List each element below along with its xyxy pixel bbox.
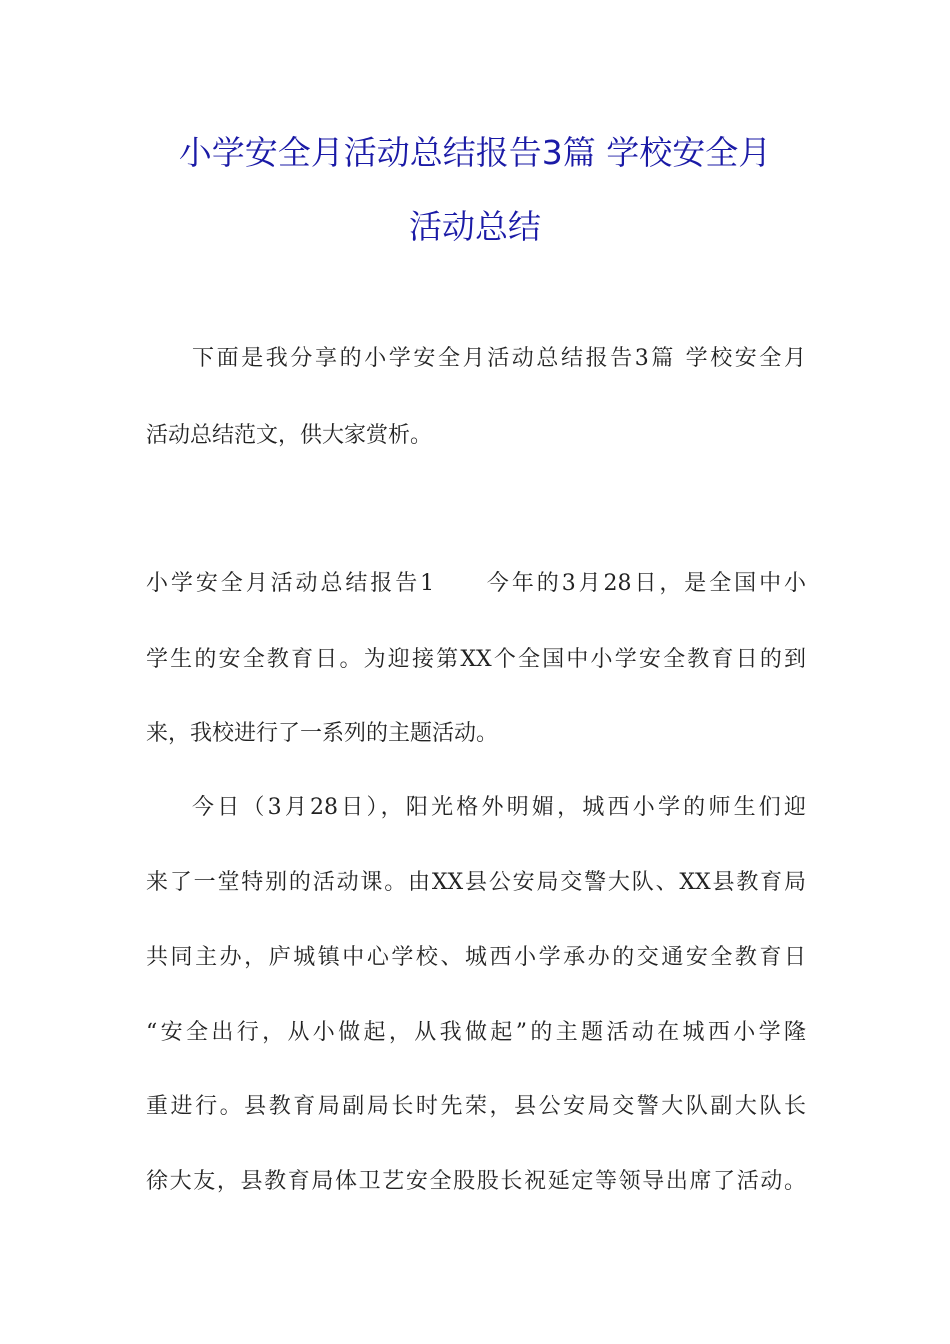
body-line-9: 徐大友，县教育局体卫艺安全股股长祝延定等领导出席了活动。 <box>146 1169 806 1194</box>
body-line-6: 共同主办，庐城镇中心学校、城西小学承办的交通安全教育日 <box>146 945 806 970</box>
body-line-2: 学生的安全教育日。为迎接第XX个全国中小学安全教育日的到 <box>146 647 806 672</box>
body-line-4: 今日（3月28日），阳光格外明媚，城西小学的师生们迎 <box>192 795 806 820</box>
body-line-8: 重进行。县教育局副局长时先荣，县公安局交警大队副大队长 <box>146 1094 806 1119</box>
document-title-line-2: 活动总结 <box>409 207 541 246</box>
intro-line-2: 活动总结范文，供大家赏析。 <box>146 423 433 448</box>
body-line-7: “安全出行，从小做起，从我做起”的主题活动在城西小学隆 <box>146 1020 806 1045</box>
body-line-1: 小学安全月活动总结报告1 今年的3月28日，是全国中小 <box>146 571 806 596</box>
document-title-line-1: 小学安全月活动总结报告3篇 学校安全月 <box>178 133 772 172</box>
body-line-3: 来，我校进行了一系列的主题活动。 <box>146 721 499 746</box>
body-line-5: 来了一堂特别的活动课。由XX县公安局交警大队、XX县教育局 <box>146 870 806 895</box>
intro-line-1: 下面是我分享的小学安全月活动总结报告3篇 学校安全月 <box>192 346 806 371</box>
